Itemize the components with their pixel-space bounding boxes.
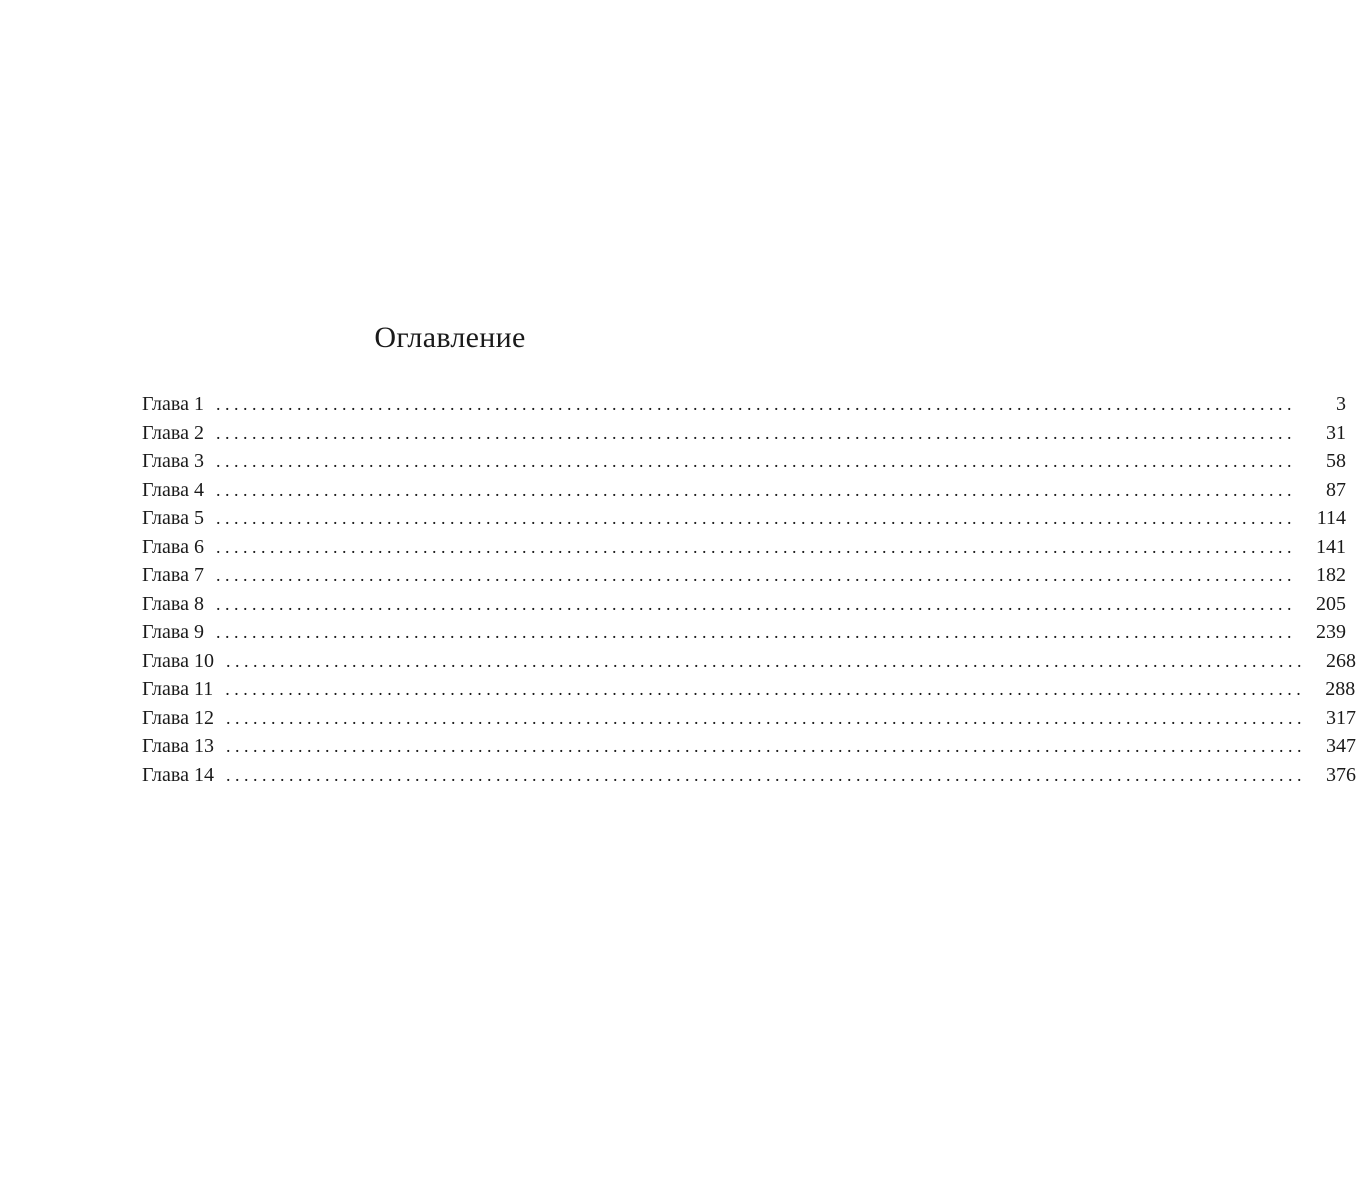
toc-dot-leader: ........................................................................................................................: [225, 707, 1306, 728]
toc-entry-page: 347: [1325, 735, 1356, 757]
toc-entry-label: Глава 11: [142, 678, 214, 700]
toc-entry: [142, 476, 1346, 505]
toc-list: [142, 390, 1356, 789]
toc-entry-label: Глава 12: [142, 706, 214, 729]
toc-entry-page: 317: [1325, 706, 1356, 729]
toc-dot-leader: ........................................................................................................................: [215, 565, 1296, 585]
toc-entry-page: 288: [1325, 678, 1356, 700]
toc-entry-label: Глава 10: [142, 649, 214, 672]
toc-dot-leader: ........................................................................................................................: [225, 650, 1306, 671]
toc-entry-page: 205: [1315, 592, 1346, 615]
toc-entry-page: 114: [1316, 507, 1346, 529]
toc-dot-leader: ........................................................................................................................: [215, 508, 1296, 528]
toc-entry: [142, 761, 1356, 790]
toc-entry-page: 141: [1315, 535, 1346, 558]
toc-entry: [142, 390, 1346, 419]
toc-dot-leader: ........................................................................................................................: [215, 479, 1296, 500]
toc-entry-label: Глава 2: [142, 421, 204, 444]
toc-dot-leader: ........................................................................................................................: [225, 679, 1306, 699]
toc-entry: [142, 675, 1356, 704]
toc-entry-page: 87: [1325, 478, 1346, 501]
toc-entry-label: Глава 14: [142, 763, 214, 786]
toc-entry: [142, 533, 1346, 562]
toc-dot-leader: ........................................................................................................................: [215, 536, 1296, 557]
toc-entry-label: Глава 7: [142, 564, 204, 586]
toc-entry-label: Глава 3: [142, 450, 204, 472]
toc-entry-label: Глава 9: [142, 621, 204, 643]
toc-dot-leader: ........................................................................................................................: [215, 394, 1296, 414]
toc-entry-page: 3: [1335, 393, 1346, 415]
toc-entry-label: Глава 13: [142, 735, 214, 757]
toc-entry-page: 182: [1315, 564, 1346, 586]
toc-dot-leader: ........................................................................................................................: [225, 764, 1306, 785]
toc-entry: [142, 561, 1346, 590]
toc-entry-page: 58: [1325, 450, 1346, 472]
toc-entry: [142, 732, 1356, 761]
toc-entry: [142, 590, 1346, 619]
toc-entry: [142, 618, 1346, 647]
toc-entry-label: Глава 6: [142, 535, 204, 558]
toc-entry: [142, 704, 1356, 733]
toc-entry-page: 239: [1315, 621, 1346, 643]
toc-title: Оглавление: [374, 321, 526, 354]
toc-dot-leader: ........................................................................................................................: [215, 422, 1296, 443]
toc-entry: [142, 419, 1346, 448]
toc-dot-leader: ........................................................................................................................: [225, 736, 1306, 756]
toc-entry: [142, 447, 1346, 476]
toc-entry: [142, 647, 1356, 676]
toc-entry-label: Глава 8: [142, 592, 204, 615]
toc-entry-label: Глава 5: [142, 507, 204, 529]
toc-dot-leader: ........................................................................................................................: [215, 593, 1296, 614]
toc-entry: [142, 504, 1346, 533]
toc-dot-leader: ........................................................................................................................: [215, 622, 1296, 642]
toc-dot-leader: ........................................................................................................................: [215, 451, 1296, 471]
toc-entry-page: 268: [1325, 649, 1356, 672]
toc-entry-page: 31: [1325, 421, 1346, 444]
toc-entry-label: Глава 4: [142, 478, 204, 501]
toc-entry-page: 376: [1325, 763, 1356, 786]
toc-entry-label: Глава 1: [142, 393, 204, 415]
